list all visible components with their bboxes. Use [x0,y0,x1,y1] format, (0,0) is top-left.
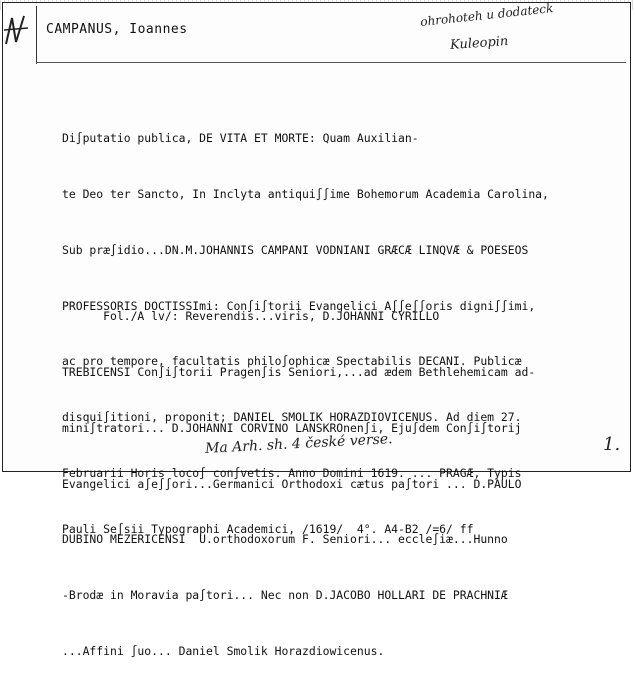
text-line: Pauli Se∫sii Typographi Academici, /1619/ 4°. A4-B2 /=6/ ff [62,521,474,536]
pen-mark-icon [2,14,34,54]
handwritten-note-top-second: Kuleopin [449,33,509,54]
text-line: ac pro tempore, facultatis philo∫ophicæ Spectabilis DECANI. Publicæ [62,354,522,369]
card-heading: CAMPANUS, Ioannes [46,22,188,37]
text-line: Februarii Horis loco∫ con∫vetis. Anno Domini 1619. ... PRAGÆ, Typis [62,465,522,480]
text-line: PROFESSORIS DOCTISSImi: Con∫i∫torii Evangelici A∫∫e∫∫oris digni∫∫imi, [62,298,536,313]
page-number: 1. [603,434,621,455]
text-line: disqui∫itioni, proponit; DANIEL SMOLIK HORAZDIOVICENUS. Ad diem 27. [62,410,522,425]
text-line: Evangelici a∫e∫∫ori...Germanici Orthodoxi cætus pa∫tori ... D.PAULO [62,476,522,491]
text-line: ...Affini ∫uo... Daniel Smolik Horazdiowicenus. [62,643,385,658]
text-line: DUBINO MEZERICENSI U.orthodoxorum F. Seniori... eccle∫iæ...Hunno [62,532,508,547]
header-divider-vertical [36,6,37,64]
text-line: -Brodæ in Moravia pa∫tori... Nec non D.JACOBO HOLLARI DE PRACHNIÆ [62,588,508,603]
header-divider-horizontal [36,62,626,63]
text-line: Fol./A lv/: Reverendis...viris, D.JOHANNI CYRILLO [62,309,440,324]
text-line: Di∫putatio publica, DE VITA ET MORTE: Quam Auxilian- [62,131,419,146]
handwritten-note-top: ohrohoteh u dodateck [419,1,554,29]
text-line: mini∫tratori... D.JOHANNI CORVINO LANSKROnen∫i, Eju∫dem Con∫i∫torij [62,420,522,435]
handwritten-note-bottom: Ma Arh. sh. 4 české verse. [204,431,393,457]
text-line: TREBICENSI Con∫i∫torii Pragen∫is Seniori,...ad ædem Bethlehemicam ad- [62,364,536,379]
text-line: Sub præ∫idio...DN.M.JOHANNIS CAMPANI VODNIANI GRÆCÆ LINQVÆ & POESEOS [62,242,529,257]
text-line: te Deo ter Sancto, In Inclyta antiqui∫∫ime Bohemorum Academia Carolina, [62,186,549,201]
